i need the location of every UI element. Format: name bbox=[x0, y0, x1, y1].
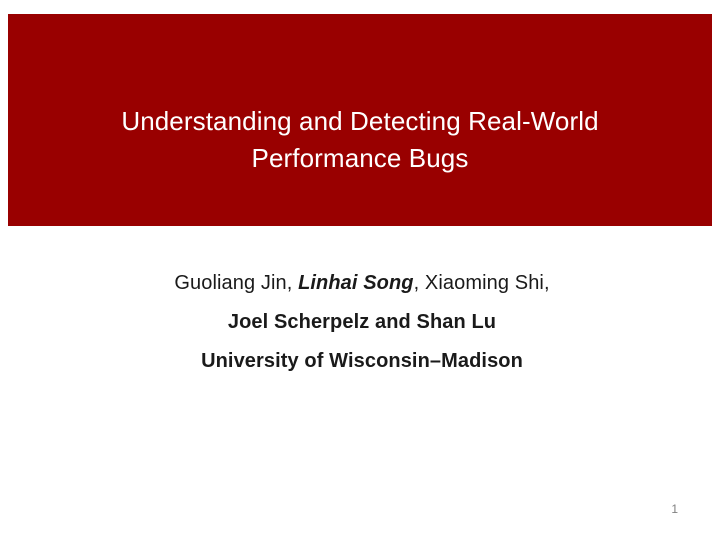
author-block bbox=[0, 268, 720, 385]
author-line-1-suffix: , Xiaoming Shi, bbox=[413, 272, 550, 294]
author-line-2: Joel Scherpelz and Shan Lu bbox=[227, 311, 497, 333]
affiliation-line: University of Wisconsin–Madison bbox=[201, 350, 523, 372]
title-banner bbox=[8, 14, 712, 226]
author-line-1-prefix: Guoliang Jin, bbox=[174, 272, 299, 294]
page-title: Understanding and Detecting Real-World Performance Bugs bbox=[121, 106, 599, 173]
author-line-1 bbox=[0, 268, 720, 299]
author-highlighted-name: Linhai Song bbox=[298, 272, 414, 294]
page-number: 1 bbox=[671, 502, 678, 516]
